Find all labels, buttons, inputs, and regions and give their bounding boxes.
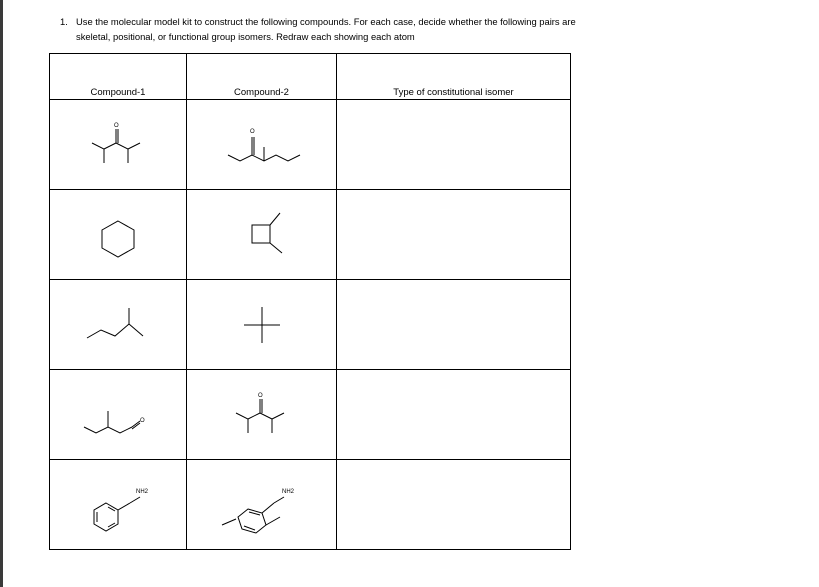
compound-1-cell: [50, 280, 187, 370]
oxygen-label: O: [257, 392, 263, 399]
header-compound-2: Compound-2: [187, 54, 337, 100]
page-margin: [615, 0, 819, 587]
isomer-table: [49, 53, 571, 550]
left-border: [0, 0, 3, 587]
oxygen-label: O: [249, 128, 255, 135]
compound-1-cell: [50, 190, 187, 280]
answer-cell[interactable]: [337, 370, 571, 460]
table-row: [50, 280, 571, 370]
compound-2-cell: [187, 100, 337, 190]
compound-2-cell: [187, 280, 337, 370]
aminomethyl-toluene-structure-icon: [212, 475, 312, 535]
oxygen-label: O: [140, 417, 145, 424]
compound-1-cell: [50, 370, 187, 460]
oxygen-label: O: [114, 122, 119, 129]
table-row: [50, 190, 571, 280]
cyclohexane-structure-icon: [88, 205, 148, 265]
compound-2-cell: [187, 190, 337, 280]
question-text: Use the molecular model kit to construct the following compounds. For each case, decide whether the following pairs are skeletal, positional, or functional group isomers. Redraw each showing each atom: [76, 16, 576, 42]
compound-1-cell: [50, 100, 187, 190]
methylcyclobutane-structure-icon: [232, 205, 292, 265]
ketone-structure-icon: [232, 385, 292, 445]
table-row: [50, 370, 571, 460]
ketone-structure-icon: [88, 115, 148, 175]
header-isomer-type: Type of constitutional isomer: [337, 54, 571, 100]
question-number: 1.: [60, 16, 68, 27]
header-compound-1: Compound-1: [50, 54, 187, 100]
compound-2-cell: [187, 370, 337, 460]
answer-cell[interactable]: [337, 190, 571, 280]
benzylamine-structure-icon: [78, 475, 158, 535]
table-header-row: [50, 54, 571, 100]
table-row: [50, 460, 571, 550]
isopentane-structure-icon: [83, 300, 153, 350]
answer-cell[interactable]: [337, 100, 571, 190]
table-row: [50, 100, 571, 190]
answer-cell[interactable]: [337, 280, 571, 370]
ketone-chain-structure-icon: [222, 115, 302, 175]
answer-cell[interactable]: [337, 460, 571, 550]
aldehyde-structure-icon: [78, 385, 158, 445]
compound-1-cell: [50, 460, 187, 550]
compound-2-cell: [187, 460, 337, 550]
amine-label: NH2: [281, 488, 294, 495]
amine-label: NH2: [136, 488, 149, 495]
neopentane-structure-icon: [232, 295, 292, 355]
